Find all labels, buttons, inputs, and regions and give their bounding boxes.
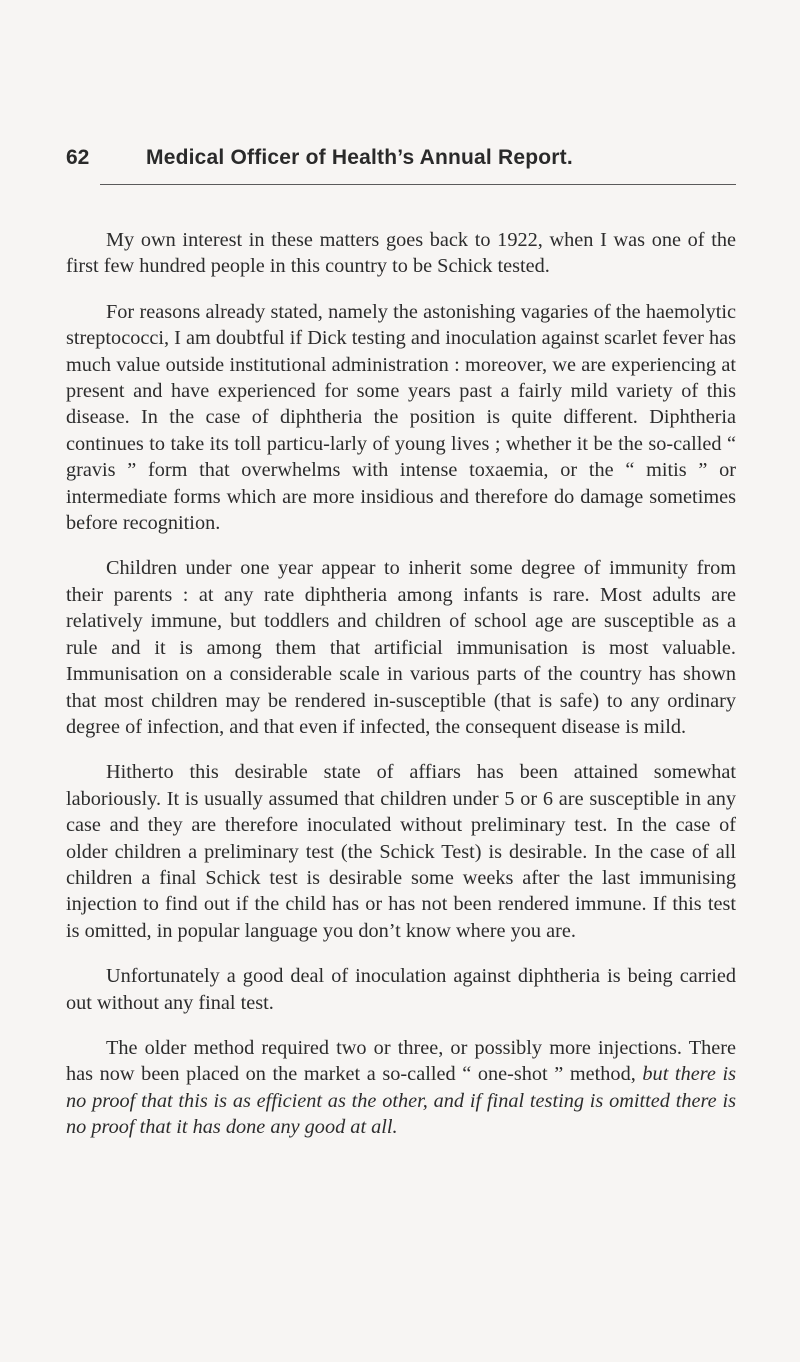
paragraph: My own interest in these matters goes back to 1922, when I was one of the first few hundred people in this country to be Schick tested.	[66, 229, 736, 278]
paragraph: Children under one year appear to inherit some degree of immunity from their parents : at any rate diphtheria among infants is rare. Most adults are relatively immune, but toddlers and children of school age are susceptible as a rule and it is among them that artificial immunisation is most valuable. Immunisation on a considerable scale in various parts of the country has shown that most children may be rendered in-susceptible (that is safe) to any ordinary degree of infection, and that even if infected, the consequent disease is mild.	[66, 557, 736, 738]
running-title: Medical Officer of Health’s Annual Report.	[146, 146, 573, 169]
page-header	[66, 146, 736, 182]
paragraph: For reasons already stated, namely the astonishing vagaries of the haemolytic streptococci, I am doubtful if Dick testing and inoculation against scarlet fever has much value outside institutional administration : moreover, we are experiencing at present and have experienced for some years past a fairly mild variety of this disease. In the case of diphtheria the position is quite different. Diphtheria continues to take its toll particu-larly of young lives ; whether it be the so-called “ gravis ” form that overwhelms with intense toxaemia, or the “ mitis ” or intermediate forms which are more insidious and therefore do damage sometimes before recognition.	[66, 300, 736, 535]
paragraph-italic-text: but there is no proof that this is as efficient as the other, and if final testing is omitted there is no proof that it has done any good at all.	[66, 1063, 736, 1139]
paragraph-text: The older method required two or three, or possibly more injections. There has now been placed on the market a so-called “ one-shot ” method,	[66, 1036, 736, 1086]
page-number: 62	[66, 146, 90, 169]
paragraph: Hitherto this desirable state of affiars has been attained somewhat laboriously. It is usually assumed that children under 5 or 6 are susceptible in any case and they are therefore inoculated without preliminary test. In the case of older children a preliminary test (the Schick Test) is desirable. In the case of all children a final Schick test is desirable some weeks after the last immunising injection to find out if the child has or has not been rendered immune. If this test is omitted, in popular language you don’t know where you are.	[66, 761, 736, 942]
body-text	[66, 227, 736, 1141]
paragraph	[66, 1035, 736, 1141]
paragraph: Unfortunately a good deal of inoculation against diphtheria is being carried out without any final test.	[66, 965, 736, 1014]
header-rule	[100, 184, 736, 185]
